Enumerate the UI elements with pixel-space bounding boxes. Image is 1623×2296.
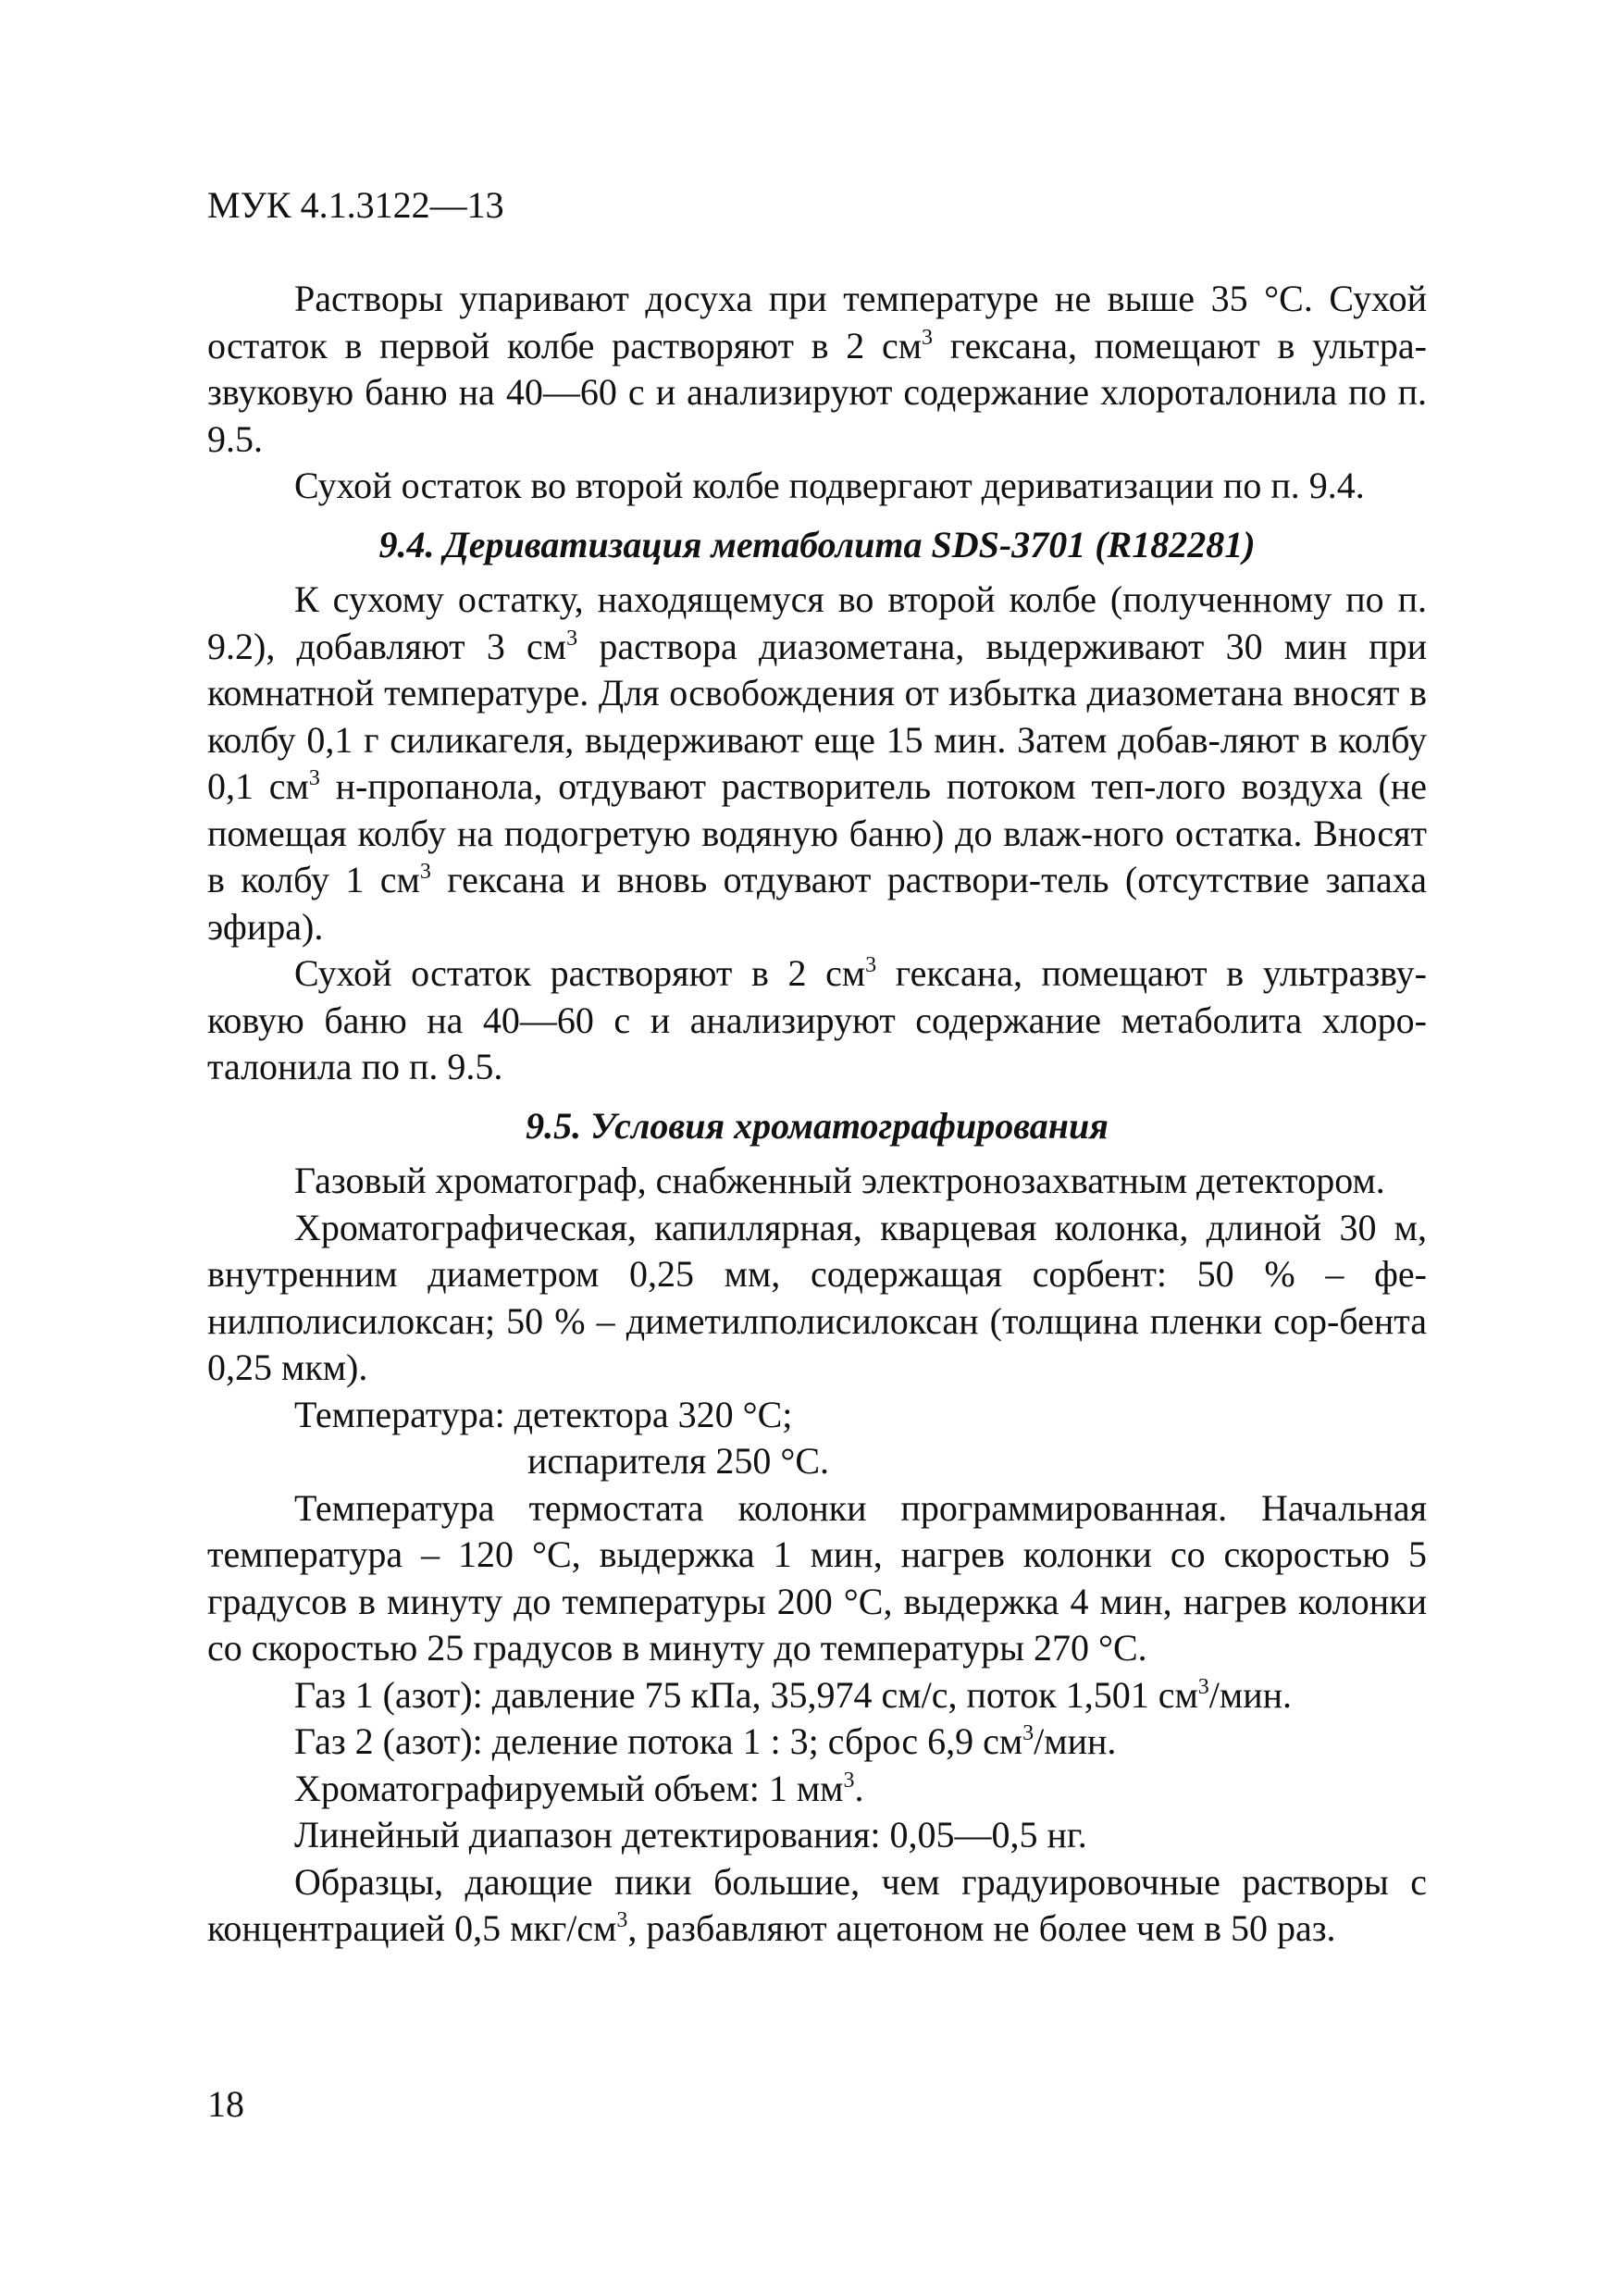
page-body <box>207 276 1427 1953</box>
paragraph-column: Хроматографическая, капиллярная, кварцевая колонка, длиной 30 м, внутренним диаметром 0,25 мм, содержащая сорбент: 50 % – фе-нилполисилоксан; 50 % – диметилполисилоксан (толщина пленки сор-бента 0,25 мкм). <box>207 1206 1427 1388</box>
text-run: /мин. <box>1034 1720 1117 1762</box>
gas-2-line <box>207 1719 1427 1766</box>
superscript: 3 <box>865 953 877 977</box>
paragraph-chromatograph: Газовый хроматограф, снабженный электронозахватным детектором. <box>294 1160 1385 1201</box>
text-run: /мин. <box>1208 1673 1293 1716</box>
text-run: , разбавляют ацетоном не более чем в 50 раз. <box>627 1907 1336 1949</box>
document-header: МУК 4.1.3122—13 <box>207 184 504 226</box>
superscript: 3 <box>616 1908 628 1932</box>
temperature-detector-line: Температура: детектора 320 °С; <box>294 1393 793 1435</box>
section-heading-9-5: 9.5. Условия хроматографирования <box>526 1104 1109 1147</box>
paragraph-dilution <box>207 1859 1427 1953</box>
superscript: 3 <box>922 325 934 350</box>
paragraph-dissolve-residue <box>207 950 1427 1091</box>
text-run: гексана, помещают в ультразву-ковую баню на 40—60 с и анализируют содержание метаболита хлоро-талонила по п. 9.5. <box>207 952 1428 1087</box>
text-run: Сухой остаток растворяют в 2 см <box>294 952 866 994</box>
text-run: Газ 2 (азот): деление потока 1 : 3; сброс 6,9 см <box>294 1720 1023 1762</box>
text-run: Хроматографируемый объем: 1 мм <box>294 1767 844 1809</box>
page-number: 18 <box>207 2083 244 2125</box>
linear-range-line: Линейный диапазон детектирования: 0,05—0,5 нг. <box>294 1814 1087 1855</box>
superscript: 3 <box>308 766 320 790</box>
text-run: раствора диазометана, выдерживают 30 мин при комнатной температуре. Для освобождения от избытка диазометана вносят в колбу 0,1 г силикагеля, выдерживают еще 15 мин. Затем добав-ляют в колбу 0,1 см <box>207 625 1427 807</box>
text-run: гексана и вновь отдувают раствори-тель (отсутствие запаха эфира). <box>207 859 1427 948</box>
superscript: 3 <box>566 626 578 651</box>
text-run: гексана, помещают в ультра-звуковую баню на 40—60 с и анализируют содержание хлороталонила по п. 9.5. <box>207 324 1428 460</box>
text-run: Газ 1 (азот): давление 75 кПа, 35,974 см/с, поток 1,501 см <box>294 1673 1198 1716</box>
paragraph-derivatization <box>207 577 1427 950</box>
text-run: К сухому остатку, находящемуся во второй колбе (полученному по п. 9.2), добавляют 3 см <box>207 578 1427 667</box>
superscript: 3 <box>843 1768 855 1793</box>
paragraph-thermostat: Температура термостата колонки программированная. Начальная температура – 120 °С, выдержка 1 мин, нагрев колонки со скоростью 5 градусов в минуту до температуры 200 °С, выдержка 4 мин, нагрев колонки со скоростью 25 градусов в минуту до температуры 270 °С. <box>207 1486 1427 1669</box>
text-run: н-пропанола, отдувают растворитель потоком теп-лого воздуха (не помещая колбу на подогретую водяную баню) до влаж-ного остатка. Вносят в колбу 1 см <box>207 765 1427 900</box>
text-run: Растворы упаривают досуха при температуре не выше 35 °С. Сухой остаток в первой колбе растворяют в 2 см <box>207 278 1427 366</box>
superscript: 3 <box>419 860 431 884</box>
injection-volume-line <box>207 1766 1427 1813</box>
paragraph-evaporation <box>207 276 1427 463</box>
superscript: 3 <box>1022 1721 1035 1745</box>
text-run: . <box>854 1767 864 1809</box>
superscript: 3 <box>1197 1674 1209 1699</box>
text-run: Образцы, дающие пики большие, чем градуировочные растворы с концентрацией 0,5 мкг/см <box>207 1860 1427 1949</box>
temperature-evaporator-line: испарителя 250 °С. <box>527 1440 829 1482</box>
section-heading-9-4: 9.4. Дериватизация метаболита SDS-3701 (R182281) <box>378 523 1256 565</box>
gas-1-line <box>207 1672 1427 1719</box>
paragraph-second-flask: Сухой остаток во второй колбе подвергают дериватизации по п. 9.4. <box>294 465 1365 506</box>
